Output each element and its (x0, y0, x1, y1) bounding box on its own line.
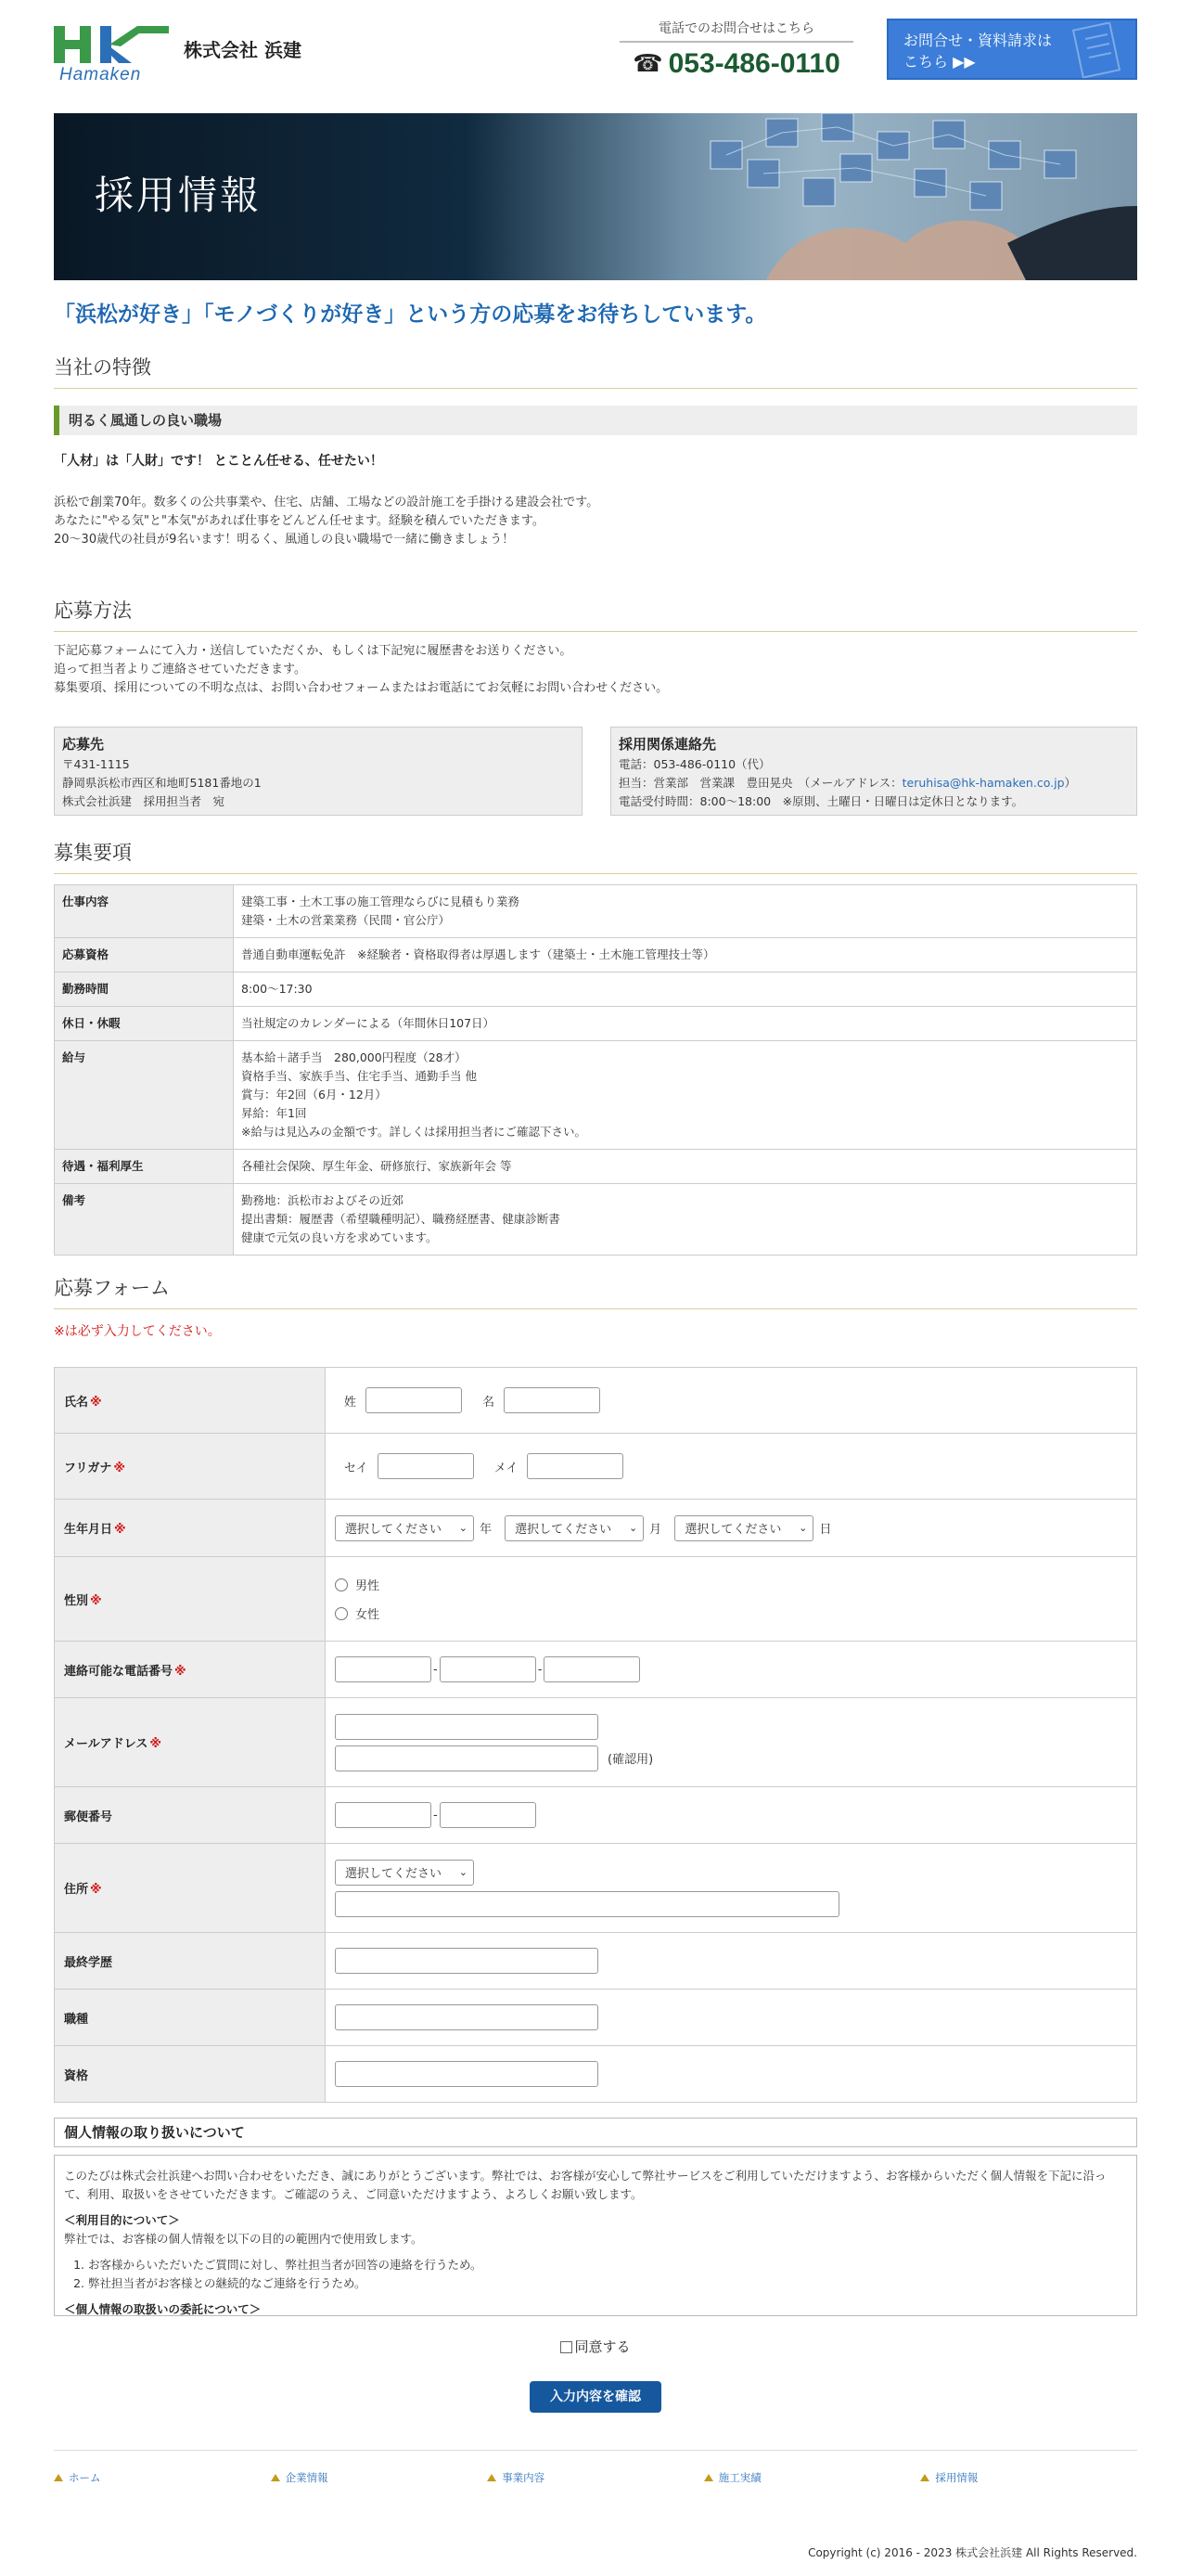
male-label: 男性 (355, 1579, 380, 1593)
row-label: 応募資格 (55, 938, 234, 972)
gender-male-option[interactable] (335, 1576, 1127, 1593)
phone-input-2[interactable] (440, 1656, 536, 1682)
contact-person-text: 担当：営業部 営業課 豊田晃央 （メールアドレス： (619, 776, 903, 790)
job-label: 職種 (64, 2012, 89, 2027)
phone-caption: 電話でのお問合せはこちら (620, 19, 853, 43)
requirements-table (54, 884, 1137, 1256)
field-label (55, 1642, 326, 1698)
kana-last-label: セイ (344, 1461, 368, 1475)
phone-number[interactable]: 053-486-0110 (668, 48, 840, 79)
features-subheading: 明るく風通しの良い職場 (54, 406, 1137, 435)
form-row-job (55, 1990, 1137, 2046)
footer-link-label: 採用情報 (935, 2471, 979, 2484)
page-title: 採用情報 (95, 173, 263, 218)
table-row (55, 1041, 1137, 1150)
triangle-icon (704, 2474, 713, 2481)
features-line: あなたに"やる気"と"本気"があれば仕事をどんどん任せます。経験を積んでいただきます。 (54, 514, 544, 528)
purpose-heading: ＜利用目的について＞ (64, 2213, 180, 2227)
address-label: 住所 (64, 1883, 89, 1897)
field-cell (326, 1434, 1137, 1500)
footer-nav (54, 2470, 1137, 2485)
hero-banner (54, 113, 1137, 280)
apply-line: 募集要項、採用についての不明な点は、お問い合わせフォームまたはお電話にてお気軽にお問い合わせください。 (54, 681, 669, 695)
value-line: 各種社会保険、厚生年金、研修旅行、家族新年会 等 (241, 1159, 512, 1173)
dash: - (537, 1662, 543, 1677)
row-label: 仕事内容 (55, 885, 234, 938)
triangle-icon (920, 2474, 929, 2481)
mailing-address-line: 株式会社浜建 採用担当者 宛 (62, 794, 225, 808)
last-name-label: 姓 (344, 1395, 357, 1410)
field-cell (326, 1787, 1137, 1844)
row-value (234, 938, 1137, 972)
row-value (234, 885, 1137, 938)
features-catchphrase: 「人材」は「人財」です！ とことん任せる、任せたい！ (54, 454, 383, 469)
footer-link-business[interactable] (487, 2470, 704, 2485)
copyright: Copyright (c) 2016 - 2023 株式会社浜建 All Rights Reserved. (808, 2546, 1137, 2559)
recruit-contact-person (619, 774, 1129, 792)
field-label (55, 1787, 326, 1844)
privacy-textarea[interactable] (54, 2155, 1137, 2316)
agree-row (0, 2337, 1191, 2356)
contact-person-suffix: ） (1064, 776, 1077, 790)
phone-label: 連絡可能な電話番号 (64, 1664, 173, 1679)
zip-input-2[interactable] (440, 1802, 536, 1828)
form-row-name (55, 1368, 1137, 1434)
select-value: 選択してください (515, 1523, 612, 1537)
required-mark: ※ (90, 1395, 102, 1410)
footer-link-label: 企業情報 (285, 2471, 328, 2484)
triangle-icon (271, 2474, 280, 2481)
required-mark: ※ (90, 1883, 102, 1897)
value-line: 8:00～17:30 (241, 982, 313, 996)
confirm-button[interactable]: 入力内容を確認 (530, 2381, 661, 2413)
education-label: 最終学歴 (64, 1955, 113, 1970)
phone-icon: ☎ (633, 50, 663, 78)
field-label (55, 1368, 326, 1434)
footer-link-company[interactable] (271, 2470, 488, 2485)
purpose-text: 弊社では、お客様の個人情報を以下の目的の範囲内で使用致します。 (64, 2232, 423, 2246)
mailing-address-line: 静岡県浜松市西区和地町5181番地の1 (62, 776, 262, 790)
required-mark: ※ (114, 1523, 126, 1537)
zip-label: 郵便番号 (64, 1810, 113, 1824)
recruit-contact-phone: 電話：053-486-0110（代） (619, 757, 771, 771)
phone-input-3[interactable] (544, 1656, 640, 1682)
field-cell (326, 1933, 1137, 1990)
table-row (55, 1007, 1137, 1041)
contact-button-label: お問合せ・資料請求は こちら ▶▶ (903, 32, 1053, 71)
triangle-icon (54, 2474, 63, 2481)
birth-month-select[interactable] (505, 1515, 644, 1541)
value-line: 勤務地：浜松市およびその近郊 (241, 1193, 404, 1207)
field-label (55, 2046, 326, 2103)
footer-link-works[interactable] (704, 2470, 921, 2485)
value-line: 資格手当、家族手当、住宅手当、通勤手当 他 (241, 1069, 477, 1083)
field-label (55, 1557, 326, 1642)
dash: - (433, 1808, 438, 1823)
logo-subtext: Hamaken (59, 65, 142, 84)
form-row-address (55, 1844, 1137, 1933)
value-line: 提出書類：履歴書（希望職種明記）、職務経歴書、健康診断書 (241, 1212, 560, 1226)
apply-line: 追って担当者よりご連絡させていただきます。 (54, 663, 306, 676)
table-row (55, 1184, 1137, 1256)
select-value: 選択してください (345, 1523, 442, 1537)
document-icon (1065, 22, 1130, 78)
license-label: 資格 (64, 2068, 89, 2083)
apply-line: 下記応募フォームにて入力・送信していただくか、もしくは下記宛に履歴書をお送りください。 (54, 644, 572, 658)
field-cell (326, 1642, 1137, 1698)
footer-link-label: ホーム (69, 2471, 101, 2484)
row-value (234, 1184, 1137, 1256)
value-line: 普通自動車運転免許 ※経験者・資格取得者は厚遇します（建築士・土木施工管理技士等） (241, 947, 715, 961)
features-heading: 当社の特徴 (54, 353, 1137, 389)
field-label (55, 1844, 326, 1933)
row-value (234, 1007, 1137, 1041)
recruit-contact-hours: 電話受付時間：8:00～18:00 ※原則、土曜日・日曜日は定休日となります。 (619, 794, 1024, 808)
female-radio[interactable] (335, 1607, 348, 1620)
recruit-contact-box (610, 727, 1137, 816)
mailing-address-title: 応募先 (62, 736, 105, 753)
row-label: 給与 (55, 1041, 234, 1150)
field-cell (326, 1368, 1137, 1434)
dash: - (433, 1662, 438, 1677)
row-value (234, 1041, 1137, 1150)
footer-link-recruit[interactable] (920, 2470, 1137, 2485)
form-row-phone (55, 1642, 1137, 1698)
license-input[interactable] (335, 2061, 598, 2087)
row-label: 休日・休暇 (55, 1007, 234, 1041)
field-label (55, 1434, 326, 1500)
email-label: メールアドレス (64, 1737, 148, 1751)
education-input[interactable] (335, 1948, 598, 1974)
value-line: 当社規定のカレンダーによる（年間休日107日） (241, 1016, 495, 1030)
form-row-email (55, 1698, 1137, 1787)
table-row (55, 885, 1137, 938)
male-radio[interactable] (335, 1578, 348, 1591)
last-name-input[interactable] (365, 1387, 462, 1413)
birth-day-select[interactable] (674, 1515, 813, 1541)
apply-method-heading: 応募方法 (54, 596, 1137, 632)
recruit-contact-title: 採用関係連絡先 (619, 736, 717, 753)
site-header (54, 0, 1137, 102)
phone-number-row (620, 48, 853, 80)
value-line: 賞与：年2回（6月・12月） (241, 1088, 387, 1101)
footer-divider (54, 2450, 1137, 2451)
first-name-label: 名 (482, 1395, 495, 1410)
field-cell (326, 2046, 1137, 2103)
birth-label: 生年月日 (64, 1523, 113, 1537)
job-input[interactable] (335, 2004, 598, 2030)
network-hands-image (655, 113, 1137, 280)
gender-female-option[interactable] (335, 1604, 1127, 1622)
chevron-down-icon: ⌄ (799, 1522, 808, 1534)
field-label (55, 1500, 326, 1557)
form-row-gender (55, 1557, 1137, 1642)
triangle-icon (487, 2474, 496, 2481)
row-label: 勤務時間 (55, 972, 234, 1007)
chevron-down-icon: ⌄ (458, 1522, 467, 1534)
chevron-down-icon: ⌄ (628, 1522, 638, 1534)
email-input[interactable] (335, 1714, 598, 1740)
kana-last-input[interactable] (378, 1453, 474, 1479)
form-row-education (55, 1933, 1137, 1990)
footer-link-label: 施工実績 (718, 2471, 762, 2484)
hk-logo-mark (54, 24, 169, 69)
value-line: 基本給＋諸手当 280,000円程度（28才） (241, 1050, 467, 1064)
value-line: 健康で元気の良い方を求めています。 (241, 1230, 438, 1244)
address-input[interactable] (335, 1891, 839, 1917)
kana-first-input[interactable] (527, 1453, 623, 1479)
contact-email-link[interactable]: teruhisa@hk-hamaken.co.jp (902, 776, 1065, 790)
chevron-down-icon: ⌄ (458, 1866, 467, 1878)
required-note: ※は必ず入力してください。 (54, 1324, 221, 1339)
list-item: 2. 弊社担当者がお客様との継続的なご連絡を行うため。 (88, 2274, 1127, 2293)
select-value: 選択してください (685, 1523, 782, 1537)
field-cell (326, 1844, 1137, 1933)
apply-method-text (54, 642, 1137, 698)
field-label (55, 1698, 326, 1787)
contact-request-button[interactable] (887, 19, 1137, 80)
form-row-zip (55, 1787, 1137, 1844)
field-cell (326, 1698, 1137, 1787)
form-heading: 応募フォーム (54, 1273, 1137, 1309)
birth-year-select[interactable] (335, 1515, 474, 1541)
purpose-list (88, 2256, 1127, 2293)
value-line: 建築工事・土木工事の施工管理ならびに見積もり業務 (241, 895, 520, 908)
year-label: 年 (480, 1523, 493, 1537)
email-confirm-label: (確認用) (608, 1753, 654, 1767)
field-label (55, 1933, 326, 1990)
mailing-address-line: 〒431-1115 (62, 757, 130, 771)
kana-label: フリガナ (64, 1461, 112, 1475)
phone-contact (620, 19, 853, 84)
field-cell (326, 1557, 1137, 1642)
agree-checkbox[interactable] (560, 2341, 572, 2353)
phone-input-1[interactable] (335, 1656, 431, 1682)
requirements-heading: 募集要項 (54, 838, 1137, 874)
name-label: 氏名 (64, 1395, 89, 1410)
form-row-birthdate (55, 1500, 1137, 1557)
value-line: ※給与は見込みの金額です。詳しくは採用担当者にご確認下さい。 (241, 1125, 586, 1139)
table-row (55, 972, 1137, 1007)
features-line: 浜松で創業70年。数多くの公共事業や、住宅、店舗、工場などの設計施工を手掛ける建設会社です。 (54, 496, 599, 509)
required-mark: ※ (174, 1664, 186, 1679)
table-row (55, 1150, 1137, 1184)
row-label: 待遇・福利厚生 (55, 1150, 234, 1184)
field-label (55, 1990, 326, 2046)
field-cell (326, 1990, 1137, 2046)
required-mark: ※ (113, 1461, 125, 1475)
row-value (234, 972, 1137, 1007)
application-form (54, 1367, 1137, 2103)
lead-message: 「浜松が好き」「モノづくりが好き」という方の応募をお待ちしています。 (54, 303, 767, 327)
zip-input-1[interactable] (335, 1802, 431, 1828)
required-mark: ※ (90, 1593, 102, 1608)
features-text (54, 494, 1137, 549)
privacy-heading: 個人情報の取り扱いについて (54, 2118, 1137, 2147)
agree-label[interactable]: 同意する (574, 2338, 631, 2355)
first-name-input[interactable] (504, 1387, 600, 1413)
select-value: 選択してください (345, 1867, 442, 1881)
email-confirm-input[interactable] (335, 1745, 598, 1771)
value-line: 昇給：年1回 (241, 1106, 307, 1120)
required-mark: ※ (149, 1737, 161, 1751)
mailing-address-box (54, 727, 583, 816)
company-name: 株式会社 浜建 (184, 39, 301, 61)
form-row-license (55, 2046, 1137, 2103)
field-cell (326, 1500, 1137, 1557)
value-line: 建築・土木の営業業務（民間・官公庁） (241, 913, 451, 927)
footer-link-home[interactable] (54, 2470, 271, 2485)
row-value (234, 1150, 1137, 1184)
privacy-intro: このたびは株式会社浜建へお問い合わせをいただき、誠にありがとうございます。弊社では、お客様が安心して弊社サービスをご利用していただけますよう、お客様からいただく個人情報を下記に沿って、利用、取扱いをさせていただきます。ご確認のうえ、ご同意いただけますよう、よろしくお願い致します。 (64, 2169, 1107, 2201)
kana-first-label: メイ (493, 1461, 519, 1475)
prefecture-select[interactable] (335, 1860, 474, 1886)
month-label: 月 (649, 1523, 662, 1537)
list-item: 1. お客様からいただいたご質問に対し、弊社担当者が回答の連絡を行うため。 (88, 2256, 1127, 2274)
row-label: 備考 (55, 1184, 234, 1256)
footer-link-label: 事業内容 (502, 2471, 545, 2484)
table-row (55, 938, 1137, 972)
company-logo[interactable] (54, 24, 332, 89)
form-row-kana (55, 1434, 1137, 1500)
delegation-heading: ＜個人情報の取扱いの委託について＞ (64, 2302, 262, 2316)
features-line: 20～30歳代の社員が9名います！明るく、風通しの良い職場で一緒に働きましょう！ (54, 533, 515, 547)
female-label: 女性 (355, 1608, 380, 1622)
gender-label: 性別 (64, 1593, 89, 1608)
day-label: 日 (819, 1523, 832, 1537)
